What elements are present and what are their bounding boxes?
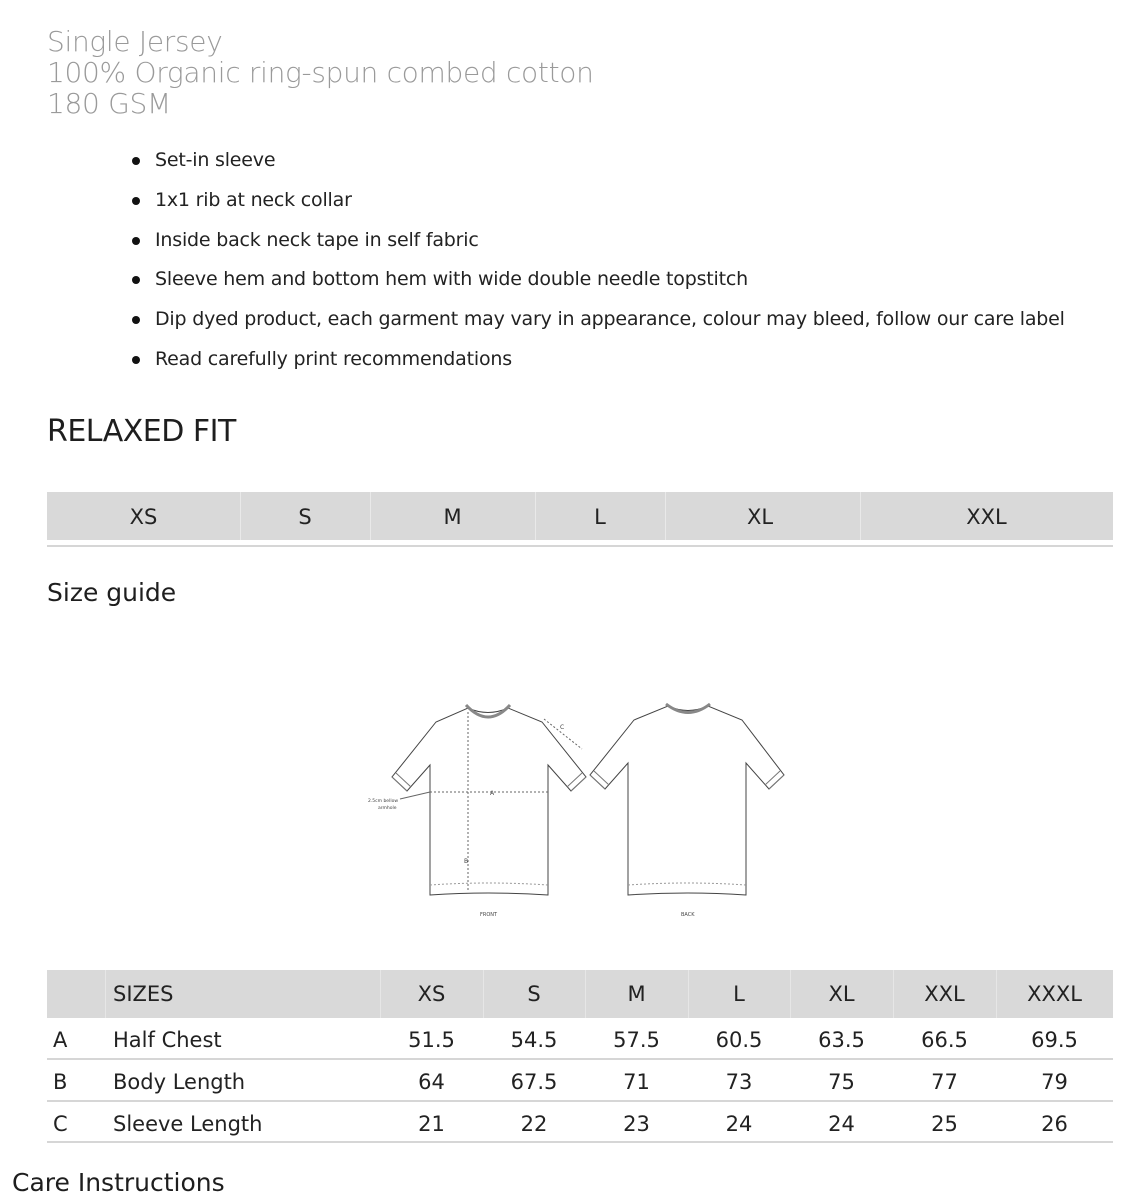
tshirt-measurement-diagram (360, 695, 790, 925)
size-col-xl: XL (828, 982, 855, 1006)
feature-item: Dip dyed product, each garment may vary in appearance, colour may bleed, follow our care label (130, 304, 1065, 344)
fit-size-s: S (298, 505, 312, 529)
sleeve-length-xs: 21 (418, 1112, 445, 1136)
feature-item: Set-in sleeve (130, 145, 1065, 185)
size-col-xxl: XXL (924, 982, 965, 1006)
sleeve-length-xxxl: 26 (1041, 1112, 1068, 1136)
fit-size-xs: XS (129, 505, 158, 529)
feature-item: 1x1 rib at neck collar (130, 185, 1065, 225)
size-guide-title: Size guide (47, 578, 177, 607)
body-length-m: 71 (623, 1070, 650, 1094)
fit-title: RELAXED FIT (47, 414, 236, 449)
fabric-description (47, 26, 594, 119)
marker-b: B (464, 858, 469, 865)
fit-size-l: L (594, 505, 606, 529)
marker-c: C (560, 724, 565, 731)
armhole-note: 2.5cm bellow (368, 799, 399, 804)
half-chest-m: 57.5 (613, 1028, 660, 1052)
size-table-header (47, 970, 1113, 1018)
divider (47, 545, 1113, 547)
care-instructions-heading: Care Instructions (12, 1168, 225, 1197)
divider (47, 1141, 1113, 1143)
half-chest-xl: 63.5 (818, 1028, 865, 1052)
row-name-sleeve-length: Sleeve Length (113, 1112, 263, 1136)
body-length-l: 73 (725, 1070, 753, 1094)
row-name-half-chest: Half Chest (113, 1028, 222, 1052)
row-name-body-length: Body Length (113, 1070, 246, 1094)
fit-size-xxl: XXL (966, 505, 1007, 529)
front-label: FRONT (480, 912, 498, 918)
divider (47, 1058, 1113, 1060)
half-chest-xxxl: 69.5 (1031, 1028, 1078, 1052)
feature-item: Read carefully print recommendations (130, 344, 1065, 384)
divider (105, 970, 106, 1018)
size-col-xxxl: XXXL (1027, 982, 1082, 1006)
fabric-composition: 100% Organic ring-spun combed cotton (47, 56, 594, 89)
row-code-a: A (53, 1028, 68, 1052)
body-length-xxl: 77 (931, 1070, 958, 1094)
body-length-xl: 75 (828, 1070, 855, 1094)
sleeve-length-s: 22 (520, 1112, 548, 1136)
feature-item: Sleeve hem and bottom hem with wide double needle topstitch (130, 264, 1065, 304)
divider (47, 1100, 1113, 1102)
half-chest-xs: 51.5 (408, 1028, 455, 1052)
body-length-xxxl: 79 (1041, 1070, 1068, 1094)
tshirt-back-drawing (590, 704, 784, 895)
size-col-s: S (527, 982, 541, 1006)
sizes-header-label: SIZES (113, 982, 174, 1006)
feature-list (130, 145, 1065, 384)
fit-size-m: M (443, 505, 462, 529)
marker-a: A (490, 790, 495, 797)
size-col-m: M (627, 982, 646, 1006)
sleeve-length-m: 23 (623, 1112, 650, 1136)
feature-item: Inside back neck tape in self fabric (130, 225, 1065, 265)
sleeve-length-xxl: 25 (931, 1112, 958, 1136)
back-label: BACK (681, 912, 695, 918)
fit-size-bar (47, 492, 1113, 540)
tshirt-front-drawing (392, 705, 586, 895)
half-chest-xxl: 66.5 (921, 1028, 968, 1052)
size-col-xs: XS (417, 982, 446, 1006)
half-chest-l: 60.5 (715, 1028, 763, 1052)
body-length-s: 67.5 (510, 1070, 558, 1094)
sleeve-length-xl: 24 (828, 1112, 855, 1136)
size-col-l: L (733, 982, 745, 1006)
fabric-weight: 180 GSM (47, 87, 171, 120)
sleeve-length-l: 24 (725, 1112, 753, 1136)
half-chest-s: 54.5 (510, 1028, 558, 1052)
row-code-c: C (53, 1112, 68, 1136)
row-code-b: B (53, 1070, 68, 1094)
fabric-type: Single Jersey (47, 25, 223, 58)
body-length-xs: 64 (418, 1070, 445, 1094)
fit-size-xl: XL (746, 505, 774, 529)
armhole-note-2: armhole (378, 806, 397, 811)
